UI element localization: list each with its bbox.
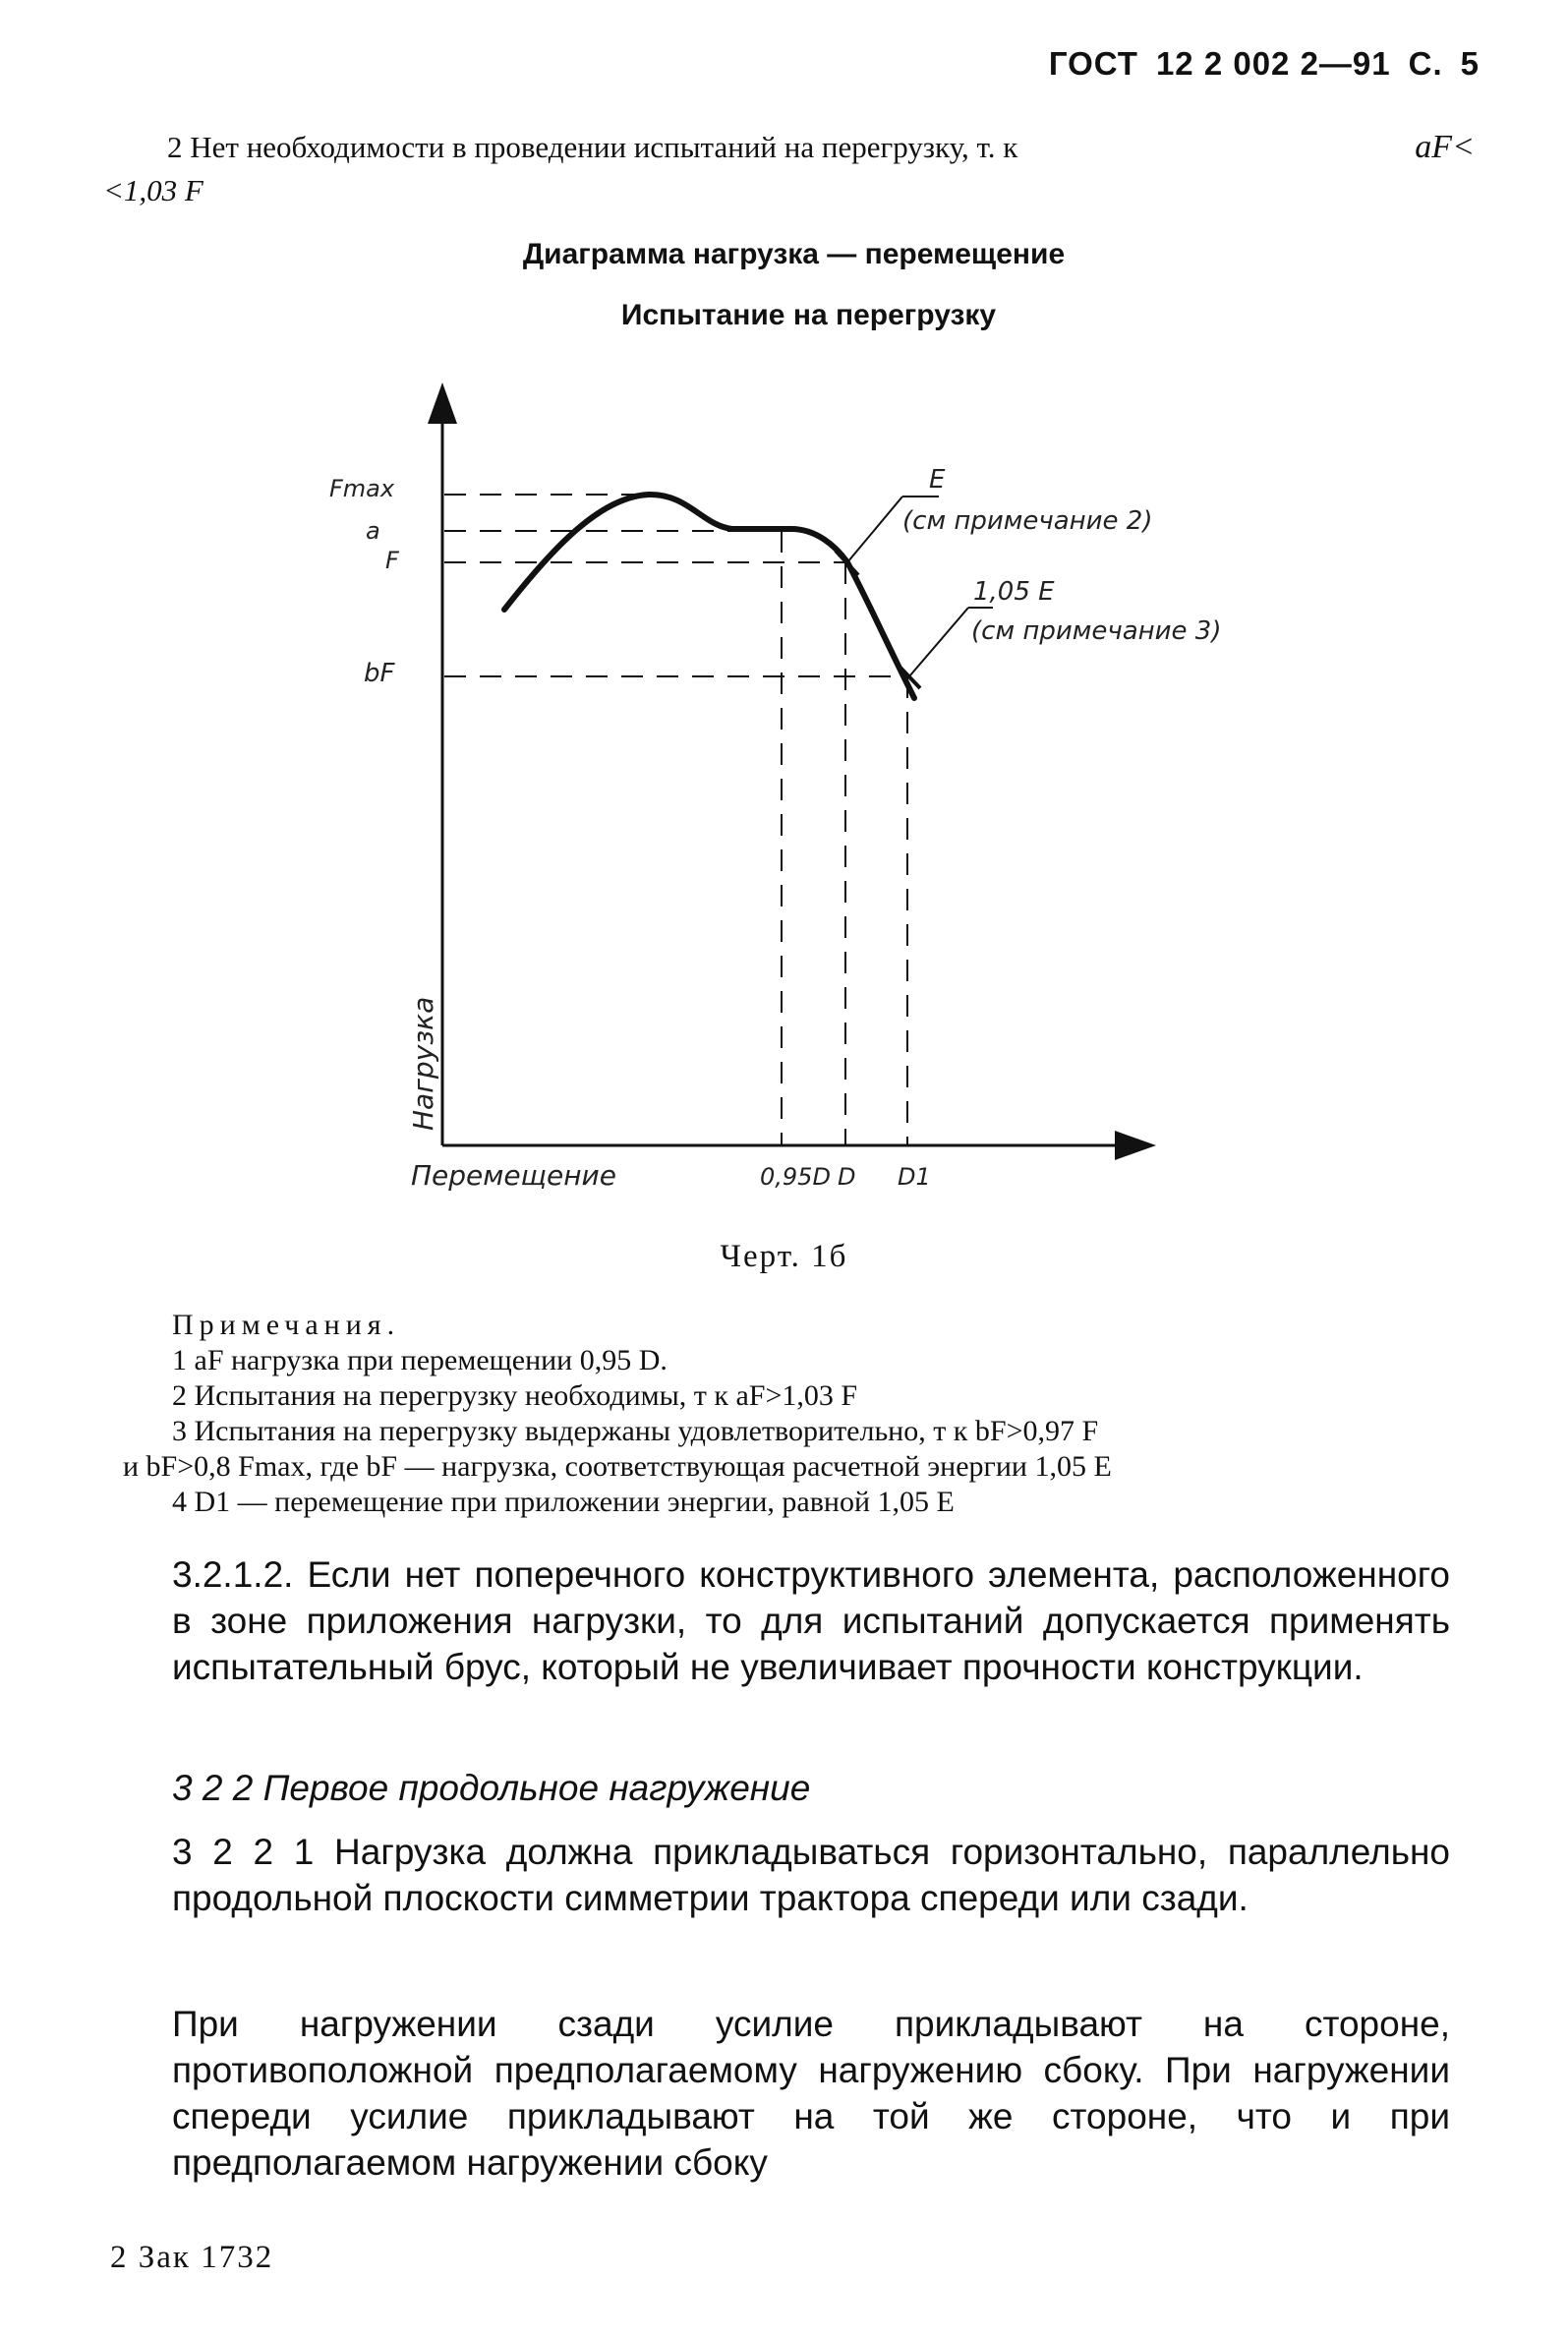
standard-label: ГОСТ — [1048, 45, 1138, 82]
e-note-label: (см примечание 2) — [902, 506, 1153, 536]
diagram-title: Диаграмма нагрузка — перемещение — [522, 238, 1066, 270]
d095-label: 0,95D — [760, 1163, 831, 1191]
paragraph-3-2-1-2: 3.2.1.2. Если нет поперечного конструктивного элемента, расположенного в зоне приложения нагрузки, то для испытаний допускается применять испытательный брус, который не увеличивает прочности конструкции. — [172, 1554, 1450, 1687]
note-2-line-1 — [103, 126, 1475, 169]
d-label: D — [838, 1163, 856, 1191]
e-label: E — [929, 465, 946, 495]
105e-leader-line — [909, 608, 968, 676]
notes-block — [123, 1308, 1489, 1520]
105e-note-label: (см примечание 3) — [971, 616, 1222, 646]
load-displacement-diagram — [0, 374, 1568, 1219]
load-curve — [504, 495, 914, 698]
paragraph-3-2-2-1: 3 2 2 1 Нагрузка должна прикладываться горизонтально, параллельно продольной плоскости симметрии трактора спереди или сзади. — [172, 1832, 1450, 1918]
a-label: a — [366, 517, 380, 545]
note-2-line-2: <1,03 F — [103, 173, 203, 207]
standard-number: 12 2 002 2—91 — [1155, 45, 1391, 82]
note-2 — [103, 126, 1475, 212]
e-leader-line — [847, 497, 902, 562]
figure-caption: Черт. 1б — [720, 1239, 848, 1274]
note-2-text: 2 Нет необходимости в проведении испытаний на перегрузку, т. к — [167, 130, 1018, 164]
note-item: 4 D1 — перемещение при приложении энергии, равной 1,05 E — [172, 1486, 955, 1518]
diagram-subtitle: Испытание на перегрузку — [620, 299, 997, 331]
note-item: 2 Испытания на перегрузку необходимы, т к aF>1,03 F — [172, 1379, 858, 1412]
note-item-continuation: и bF>0,8 Fmax, где bF — нагрузка, соответствующая расчетной энергии 1,05 E — [123, 1450, 1112, 1483]
page-footer: 2 Зак 1732 — [110, 2240, 274, 2275]
bf-label: bF — [364, 659, 395, 688]
notes-heading: Примечания. — [172, 1309, 401, 1341]
note-2-formula: aF< — [1415, 129, 1475, 165]
fmax-label: Fmax — [329, 475, 395, 502]
page-label: С. — [1408, 45, 1443, 82]
page-header — [1031, 45, 1480, 83]
note-item: 3 Испытания на перегрузку выдержаны удовлетворительно, т к bF>0,97 F — [172, 1415, 1099, 1447]
d1-label: D1 — [898, 1163, 931, 1191]
f-label: F — [385, 547, 399, 574]
105e-label: 1,05 E — [973, 577, 1055, 607]
page-number: 5 — [1460, 45, 1480, 82]
x-axis-label: Перемещение — [411, 1159, 616, 1192]
paragraph-rear-loading: При нагружении сзади усилие прикладывают на стороне, противоположной предполагаемому нагружению сбоку. При нагружении спереди усилие прикладывают на той же стороне, что и при предполагаемом нагружении сбоку — [172, 2004, 1450, 2183]
section-heading-3-2-2: 3 2 2 Первое продольное нагружение — [172, 1768, 811, 1808]
note-item: 1 aF нагрузка при перемещении 0,95 D. — [172, 1344, 668, 1376]
y-axis-label: Нагрузка — [407, 996, 439, 1131]
